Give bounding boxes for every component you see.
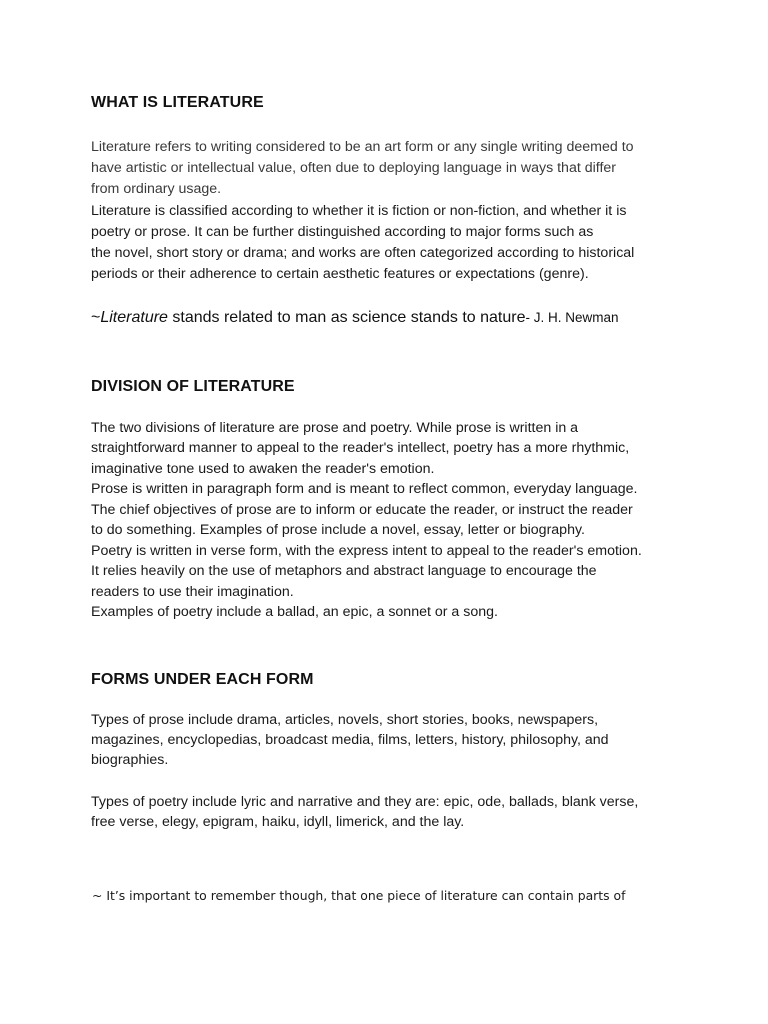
quote-attribution: - J. H. Newman bbox=[525, 310, 619, 325]
paragraph-line: The two divisions of literature are prose and poetry. While prose is written in a bbox=[91, 420, 579, 436]
trailing-note: ~ It’s important to remember though, that one piece of literature can contain parts of bbox=[92, 888, 626, 904]
paragraph-line: Types of prose include drama, articles, novels, short stories, books, newspapers, bbox=[91, 712, 599, 728]
section-heading-what-is-literature: WHAT IS LITERATURE bbox=[91, 94, 264, 111]
paragraph-line: Poetry is written in verse form, with the express intent to appeal to the reader's emotion. bbox=[91, 543, 642, 559]
paragraph-line: the novel, short story or drama; and works are often categorized according to historical bbox=[91, 245, 635, 261]
section-heading-division-of-literature: DIVISION OF LITERATURE bbox=[91, 378, 295, 395]
quote-prefix: ~ bbox=[91, 309, 101, 326]
paragraph-line: It relies heavily on the use of metaphors and abstract language to encourage the bbox=[91, 563, 597, 579]
paragraph-line: free verse, elegy, epigram, haiku, idyll, limerick, and the lay. bbox=[91, 814, 465, 830]
paragraph-line: Prose is written in paragraph form and is meant to reflect common, everyday language. bbox=[91, 481, 638, 497]
paragraph-line: Examples of poetry include a ballad, an epic, a sonnet or a song. bbox=[91, 604, 498, 620]
section-heading-forms-under-each-form: FORMS UNDER EACH FORM bbox=[91, 671, 314, 688]
paragraph-line: from ordinary usage. bbox=[91, 181, 222, 197]
paragraph-line: readers to use their imagination. bbox=[91, 584, 294, 600]
paragraph-line: Literature is classified according to whether it is fiction or non-fiction, and whether it is bbox=[91, 203, 627, 219]
paragraph-line: The chief objectives of prose are to inform or educate the reader, or instruct the reader bbox=[91, 502, 633, 518]
paragraph-line: magazines, encyclopedias, broadcast media, films, letters, history, philosophy, and bbox=[91, 732, 609, 748]
paragraph-line: Types of poetry include lyric and narrative and they are: epic, ode, ballads, blank verse, bbox=[91, 794, 639, 810]
paragraph-line: to do something. Examples of prose include a novel, essay, letter or biography. bbox=[91, 522, 585, 538]
paragraph-line: poetry or prose. It can be further distinguished according to major forms such as bbox=[91, 224, 594, 240]
quote-italic-word: Literature bbox=[100, 309, 168, 326]
paragraph-line: have artistic or intellectual value, often due to deploying language in ways that differ bbox=[91, 160, 617, 176]
paragraph-line: straightforward manner to appeal to the reader's intellect, poetry has a more rhythmic, bbox=[91, 440, 630, 456]
paragraph-line: periods or their adherence to certain aesthetic features or expectations (genre). bbox=[91, 266, 589, 282]
paragraph-line: Literature refers to writing considered to be an art form or any single writing deemed to bbox=[91, 139, 634, 155]
paragraph-line: biographies. bbox=[91, 752, 169, 768]
newman-quote bbox=[91, 309, 619, 327]
paragraph-line: imaginative tone used to awaken the reader's emotion. bbox=[91, 461, 435, 477]
quote-text: stands related to man as science stands to nature bbox=[167, 309, 526, 326]
